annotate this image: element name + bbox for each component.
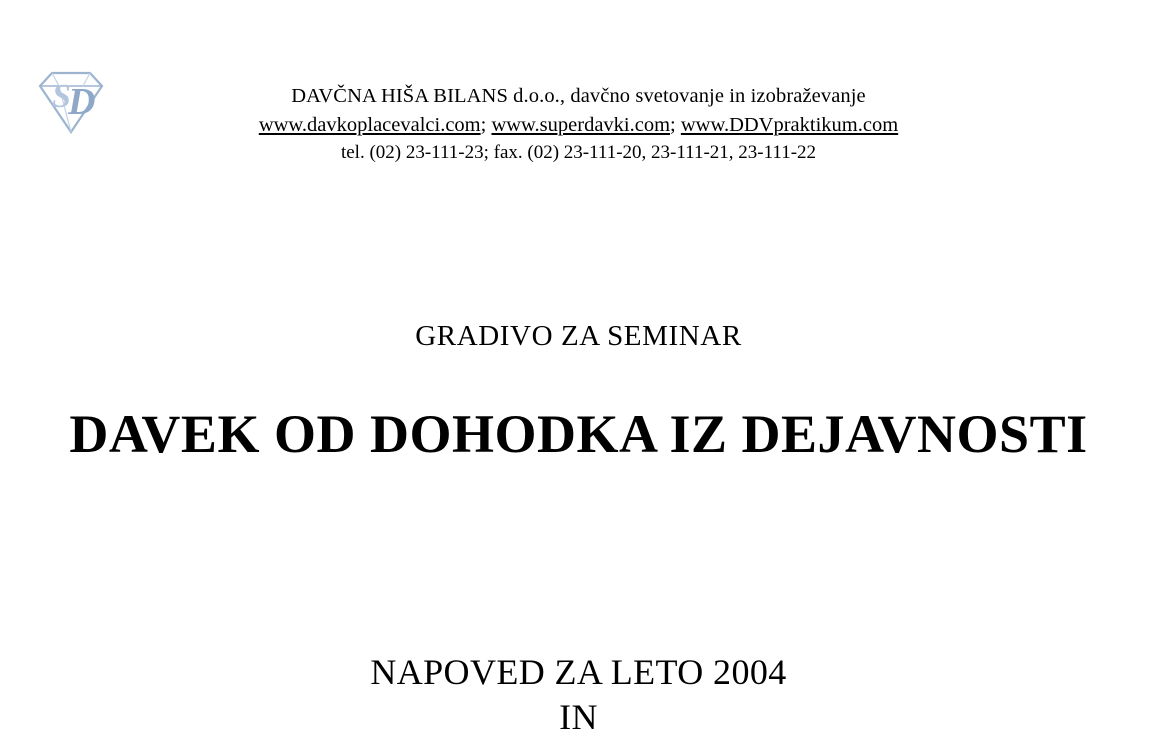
footer-line-2: IN [559,697,598,738]
footer-line-1: NAPOVED ZA LETO 2004 [370,652,787,692]
contact-line: tel. (02) 23-111-23; fax. (02) 23-111-20, 23-111-21, 23-111-22 [340,142,817,164]
website-link-2[interactable]: www.superdavki.com [491,114,671,137]
company-name: DAVČNA HIŠA BILANS d.o.o., davčno svetovanje in izobraževanje [291,85,866,107]
website-line [0,111,1157,140]
document-footer-block [0,650,1157,741]
document-title: DAVEK OD DOHODKA IZ DEJAVNOSTI [69,404,1088,464]
website-separator-2: ; [670,114,681,137]
document-subtitle: GRADIVO ZA SEMINAR [415,320,742,352]
letterhead [0,82,1157,167]
website-separator-1: ; [480,114,492,137]
website-link-3[interactable]: www.DDVpraktikum.com [680,114,899,137]
svg-text:D: D [68,81,96,123]
website-link-1[interactable]: www.davkoplacevalci.com [258,114,481,137]
svg-text:S: S [52,78,71,115]
